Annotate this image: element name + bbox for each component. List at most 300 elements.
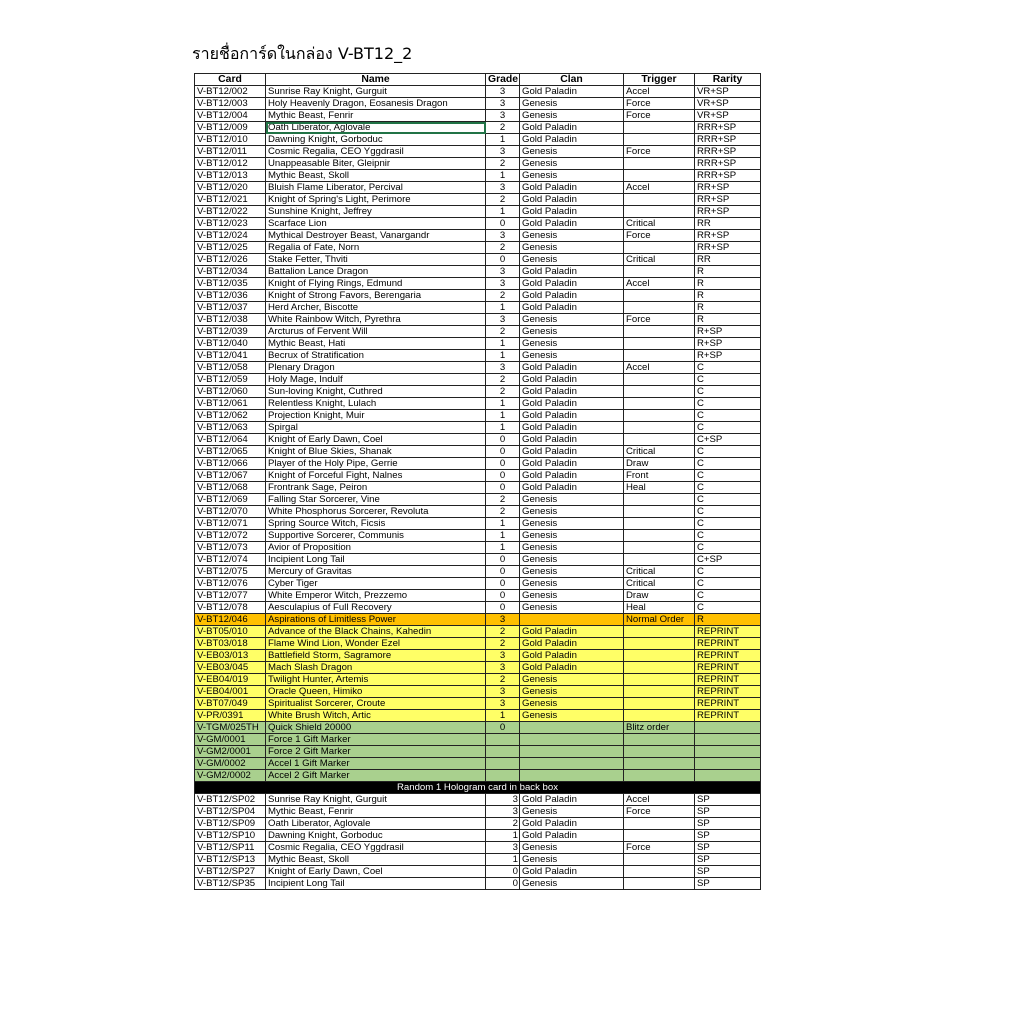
cell-clan[interactable]: Genesis	[520, 518, 624, 530]
cell-name[interactable]: Knight of Flying Rings, Edmund	[266, 278, 486, 290]
cell-trigger[interactable]: Blitz order	[624, 722, 695, 734]
hologram-banner[interactable]: Random 1 Hologram card in back box	[195, 782, 761, 794]
cell-card[interactable]: V-BT12/026	[195, 254, 266, 266]
cell-name[interactable]: Holy Mage, Indulf	[266, 374, 486, 386]
cell-trigger[interactable]	[624, 350, 695, 362]
cell-card[interactable]: V-BT03/018	[195, 638, 266, 650]
cell-clan[interactable]: Genesis	[520, 566, 624, 578]
cell-trigger[interactable]: Force	[624, 98, 695, 110]
cell-grade[interactable]: 0	[486, 878, 520, 890]
cell-trigger[interactable]: Force	[624, 842, 695, 854]
cell-grade[interactable]: 0	[486, 566, 520, 578]
cell-trigger[interactable]	[624, 194, 695, 206]
cell-rarity[interactable]: C	[695, 446, 761, 458]
cell-rarity[interactable]: REPRINT	[695, 710, 761, 722]
cell-trigger[interactable]	[624, 518, 695, 530]
cell-grade[interactable]: 1	[486, 422, 520, 434]
cell-clan[interactable]: Gold Paladin	[520, 482, 624, 494]
cell-clan[interactable]: Genesis	[520, 314, 624, 326]
cell-grade[interactable]: 3	[486, 266, 520, 278]
cell-rarity[interactable]: C	[695, 482, 761, 494]
cell-clan[interactable]: Gold Paladin	[520, 458, 624, 470]
cell-clan[interactable]: Gold Paladin	[520, 134, 624, 146]
cell-grade[interactable]: 0	[486, 866, 520, 878]
cell-name[interactable]: Accel 1 Gift Marker	[266, 758, 486, 770]
cell-name[interactable]: Twilight Hunter, Artemis	[266, 674, 486, 686]
cell-grade[interactable]: 3	[486, 182, 520, 194]
cell-name[interactable]: Mythic Beast, Skoll	[266, 170, 486, 182]
cell-trigger[interactable]: Accel	[624, 86, 695, 98]
cell-rarity[interactable]: SP	[695, 794, 761, 806]
cell-trigger[interactable]: Critical	[624, 254, 695, 266]
cell-card[interactable]: V-BT12/061	[195, 398, 266, 410]
cell-rarity[interactable]: REPRINT	[695, 698, 761, 710]
cell-card[interactable]: V-BT07/049	[195, 698, 266, 710]
cell-clan[interactable]: Gold Paladin	[520, 206, 624, 218]
cell-clan[interactable]: Gold Paladin	[520, 86, 624, 98]
cell-trigger[interactable]: Accel	[624, 794, 695, 806]
cell-card[interactable]: V-BT12/040	[195, 338, 266, 350]
cell-grade[interactable]: 2	[486, 242, 520, 254]
cell-rarity[interactable]: C	[695, 542, 761, 554]
cell-clan[interactable]: Gold Paladin	[520, 470, 624, 482]
cell-clan[interactable]: Genesis	[520, 230, 624, 242]
cell-clan[interactable]: Genesis	[520, 842, 624, 854]
cell-grade[interactable]: 2	[486, 818, 520, 830]
cell-trigger[interactable]	[624, 710, 695, 722]
cell-card[interactable]: V-BT12/067	[195, 470, 266, 482]
cell-name[interactable]: Sun-loving Knight, Cuthred	[266, 386, 486, 398]
cell-name[interactable]: Knight of Early Dawn, Coel	[266, 434, 486, 446]
cell-name[interactable]: Mercury of Gravitas	[266, 566, 486, 578]
cell-grade[interactable]: 3	[486, 146, 520, 158]
cell-clan[interactable]: Gold Paladin	[520, 194, 624, 206]
cell-name[interactable]: Mach Slash Dragon	[266, 662, 486, 674]
cell-rarity[interactable]: R	[695, 614, 761, 626]
cell-clan[interactable]: Genesis	[520, 254, 624, 266]
cell-grade[interactable]: 3	[486, 806, 520, 818]
cell-card[interactable]: V-BT12/075	[195, 566, 266, 578]
cell-card[interactable]: V-BT12/023	[195, 218, 266, 230]
cell-clan[interactable]: Gold Paladin	[520, 278, 624, 290]
cell-rarity[interactable]: REPRINT	[695, 626, 761, 638]
cell-trigger[interactable]	[624, 434, 695, 446]
cell-grade[interactable]: 2	[486, 626, 520, 638]
cell-card[interactable]: V-BT05/010	[195, 626, 266, 638]
cell-name[interactable]: Flame Wind Lion, Wonder Ezel	[266, 638, 486, 650]
cell-card[interactable]: V-GM2/0001	[195, 746, 266, 758]
cell-trigger[interactable]	[624, 494, 695, 506]
cell-grade[interactable]: 1	[486, 830, 520, 842]
cell-clan[interactable]: Genesis	[520, 530, 624, 542]
cell-card[interactable]: V-BT12/020	[195, 182, 266, 194]
cell-trigger[interactable]	[624, 818, 695, 830]
cell-rarity[interactable]: REPRINT	[695, 638, 761, 650]
cell-name[interactable]: Mythic Beast, Fenrir	[266, 806, 486, 818]
cell-card[interactable]: V-PR/0391	[195, 710, 266, 722]
header-rarity[interactable]: Rarity	[695, 74, 761, 86]
cell-name[interactable]: Spring Source Witch, Ficsis	[266, 518, 486, 530]
cell-clan[interactable]: Genesis	[520, 494, 624, 506]
cell-grade[interactable]: 1	[486, 518, 520, 530]
cell-rarity[interactable]: RR+SP	[695, 242, 761, 254]
cell-rarity[interactable]: R	[695, 302, 761, 314]
cell-clan[interactable]: Genesis	[520, 338, 624, 350]
cell-name[interactable]: Supportive Sorcerer, Communis	[266, 530, 486, 542]
cell-grade[interactable]: 0	[486, 602, 520, 614]
cell-trigger[interactable]	[624, 686, 695, 698]
cell-clan[interactable]: Gold Paladin	[520, 410, 624, 422]
cell-trigger[interactable]	[624, 386, 695, 398]
cell-rarity[interactable]: SP	[695, 830, 761, 842]
cell-grade[interactable]: 1	[486, 854, 520, 866]
cell-rarity[interactable]	[695, 722, 761, 734]
cell-rarity[interactable]	[695, 770, 761, 782]
cell-trigger[interactable]: Heal	[624, 482, 695, 494]
cell-name[interactable]: Unappeasable Biter, Gleipnir	[266, 158, 486, 170]
cell-rarity[interactable]: R	[695, 314, 761, 326]
cell-rarity[interactable]: REPRINT	[695, 662, 761, 674]
cell-name[interactable]: Force 1 Gift Marker	[266, 734, 486, 746]
cell-card[interactable]: V-BT12/SP10	[195, 830, 266, 842]
cell-trigger[interactable]: Draw	[624, 590, 695, 602]
cell-clan[interactable]: Gold Paladin	[520, 374, 624, 386]
cell-grade[interactable]: 1	[486, 350, 520, 362]
cell-clan[interactable]: Gold Paladin	[520, 290, 624, 302]
cell-trigger[interactable]	[624, 290, 695, 302]
cell-name[interactable]: Advance of the Black Chains, Kahedin	[266, 626, 486, 638]
cell-clan[interactable]: Gold Paladin	[520, 266, 624, 278]
cell-grade[interactable]: 1	[486, 170, 520, 182]
cell-card[interactable]: V-BT12/059	[195, 374, 266, 386]
cell-rarity[interactable]: RRR+SP	[695, 146, 761, 158]
cell-trigger[interactable]	[624, 542, 695, 554]
cell-name[interactable]: Sunshine Knight, Jeffrey	[266, 206, 486, 218]
cell-trigger[interactable]: Critical	[624, 566, 695, 578]
cell-grade[interactable]: 0	[486, 470, 520, 482]
cell-name[interactable]: Dawning Knight, Gorboduc	[266, 134, 486, 146]
cell-rarity[interactable]: SP	[695, 854, 761, 866]
cell-grade[interactable]: 3	[486, 86, 520, 98]
cell-card[interactable]: V-GM/0001	[195, 734, 266, 746]
cell-name[interactable]: Herd Archer, Biscotte	[266, 302, 486, 314]
cell-card[interactable]: V-BT12/063	[195, 422, 266, 434]
cell-name[interactable]: Holy Heavenly Dragon, Eosanesis Dragon	[266, 98, 486, 110]
cell-grade[interactable]: 2	[486, 386, 520, 398]
cell-rarity[interactable]: C	[695, 398, 761, 410]
cell-grade[interactable]: 3	[486, 230, 520, 242]
cell-clan[interactable]	[520, 614, 624, 626]
cell-grade[interactable]: 3	[486, 314, 520, 326]
cell-grade[interactable]: 0	[486, 722, 520, 734]
cell-clan[interactable]: Genesis	[520, 110, 624, 122]
cell-trigger[interactable]	[624, 242, 695, 254]
cell-card[interactable]: V-BT12/070	[195, 506, 266, 518]
cell-name[interactable]: Oath Liberator, Aglovale	[266, 818, 486, 830]
cell-card[interactable]: V-BT12/SP02	[195, 794, 266, 806]
cell-clan[interactable]	[520, 758, 624, 770]
header-trigger[interactable]: Trigger	[624, 74, 695, 86]
cell-name[interactable]: Becrux of Stratification	[266, 350, 486, 362]
cell-rarity[interactable]: C	[695, 506, 761, 518]
cell-name[interactable]: White Emperor Witch, Prezzemo	[266, 590, 486, 602]
cell-name[interactable]: Battalion Lance Dragon	[266, 266, 486, 278]
cell-grade[interactable]: 1	[486, 338, 520, 350]
cell-card[interactable]: V-BT12/066	[195, 458, 266, 470]
cell-grade[interactable]: 3	[486, 842, 520, 854]
cell-rarity[interactable]: SP	[695, 878, 761, 890]
cell-clan[interactable]: Genesis	[520, 242, 624, 254]
cell-grade[interactable]: 0	[486, 458, 520, 470]
cell-rarity[interactable]: C	[695, 458, 761, 470]
cell-rarity[interactable]: RRR+SP	[695, 158, 761, 170]
cell-rarity[interactable]: RRR+SP	[695, 122, 761, 134]
cell-trigger[interactable]: Force	[624, 806, 695, 818]
cell-trigger[interactable]: Front	[624, 470, 695, 482]
cell-card[interactable]: V-BT12/073	[195, 542, 266, 554]
cell-card[interactable]: V-BT12/021	[195, 194, 266, 206]
cell-grade[interactable]: 1	[486, 302, 520, 314]
cell-rarity[interactable]: SP	[695, 866, 761, 878]
cell-rarity[interactable]: C+SP	[695, 554, 761, 566]
header-card[interactable]: Card	[195, 74, 266, 86]
cell-trigger[interactable]: Accel	[624, 278, 695, 290]
cell-clan[interactable]: Genesis	[520, 602, 624, 614]
cell-trigger[interactable]	[624, 530, 695, 542]
cell-card[interactable]: V-TGM/025TH	[195, 722, 266, 734]
cell-card[interactable]: V-BT12/062	[195, 410, 266, 422]
cell-grade[interactable]: 3	[486, 614, 520, 626]
cell-card[interactable]: V-BT12/076	[195, 578, 266, 590]
cell-grade[interactable]: 1	[486, 134, 520, 146]
cell-trigger[interactable]: Critical	[624, 218, 695, 230]
cell-rarity[interactable]: R+SP	[695, 350, 761, 362]
cell-clan[interactable]: Genesis	[520, 698, 624, 710]
cell-clan[interactable]: Genesis	[520, 158, 624, 170]
cell-name[interactable]: Aesculapius of Full Recovery	[266, 602, 486, 614]
cell-clan[interactable]: Gold Paladin	[520, 422, 624, 434]
cell-trigger[interactable]: Normal Order	[624, 614, 695, 626]
cell-clan[interactable]: Genesis	[520, 170, 624, 182]
cell-grade[interactable]: 2	[486, 290, 520, 302]
cell-trigger[interactable]	[624, 302, 695, 314]
cell-grade[interactable]: 2	[486, 674, 520, 686]
cell-grade[interactable]: 0	[486, 590, 520, 602]
cell-trigger[interactable]: Accel	[624, 362, 695, 374]
cell-name[interactable]: Incipient Long Tail	[266, 878, 486, 890]
cell-clan[interactable]: Gold Paladin	[520, 398, 624, 410]
cell-rarity[interactable]: C	[695, 410, 761, 422]
cell-rarity[interactable]: RRR+SP	[695, 170, 761, 182]
cell-rarity[interactable]: RR+SP	[695, 194, 761, 206]
cell-rarity[interactable]: VR+SP	[695, 110, 761, 122]
cell-rarity[interactable]: C+SP	[695, 434, 761, 446]
cell-trigger[interactable]	[624, 398, 695, 410]
cell-name[interactable]: Oath Liberator, Aglovale	[266, 122, 486, 134]
cell-rarity[interactable]: C	[695, 374, 761, 386]
cell-grade[interactable]: 0	[486, 218, 520, 230]
cell-name[interactable]: Sunrise Ray Knight, Gurguit	[266, 86, 486, 98]
cell-grade[interactable]: 2	[486, 374, 520, 386]
cell-clan[interactable]: Gold Paladin	[520, 662, 624, 674]
cell-trigger[interactable]	[624, 158, 695, 170]
cell-name[interactable]: Player of the Holy Pipe, Gerrie	[266, 458, 486, 470]
cell-clan[interactable]: Genesis	[520, 674, 624, 686]
cell-card[interactable]: V-BT12/074	[195, 554, 266, 566]
cell-trigger[interactable]	[624, 410, 695, 422]
cell-card[interactable]: V-BT12/077	[195, 590, 266, 602]
cell-rarity[interactable]: REPRINT	[695, 650, 761, 662]
cell-clan[interactable]: Gold Paladin	[520, 818, 624, 830]
cell-card[interactable]: V-BT12/037	[195, 302, 266, 314]
cell-grade[interactable]: 3	[486, 794, 520, 806]
cell-trigger[interactable]	[624, 506, 695, 518]
cell-card[interactable]: V-GM/0002	[195, 758, 266, 770]
cell-card[interactable]: V-BT12/025	[195, 242, 266, 254]
cell-clan[interactable]: Genesis	[520, 878, 624, 890]
cell-name[interactable]: Falling Star Sorcerer, Vine	[266, 494, 486, 506]
cell-card[interactable]: V-BT12/060	[195, 386, 266, 398]
cell-card[interactable]: V-BT12/058	[195, 362, 266, 374]
cell-grade[interactable]: 0	[486, 434, 520, 446]
cell-rarity[interactable]	[695, 758, 761, 770]
cell-trigger[interactable]: Critical	[624, 446, 695, 458]
cell-trigger[interactable]: Draw	[624, 458, 695, 470]
cell-rarity[interactable]: VR+SP	[695, 86, 761, 98]
cell-trigger[interactable]	[624, 674, 695, 686]
cell-rarity[interactable]: REPRINT	[695, 674, 761, 686]
cell-card[interactable]: V-BT12/065	[195, 446, 266, 458]
cell-rarity[interactable]: C	[695, 590, 761, 602]
cell-card[interactable]: V-EB04/001	[195, 686, 266, 698]
cell-rarity[interactable]: R	[695, 266, 761, 278]
cell-clan[interactable]: Genesis	[520, 806, 624, 818]
cell-clan[interactable]: Genesis	[520, 854, 624, 866]
cell-name[interactable]: Battlefield Storm, Sagramore	[266, 650, 486, 662]
cell-name[interactable]: Dawning Knight, Gorboduc	[266, 830, 486, 842]
cell-card[interactable]: V-BT12/069	[195, 494, 266, 506]
cell-name[interactable]: Knight of Blue Skies, Shanak	[266, 446, 486, 458]
cell-clan[interactable]: Gold Paladin	[520, 794, 624, 806]
cell-clan[interactable]: Genesis	[520, 710, 624, 722]
cell-name[interactable]: Quick Shield 20000	[266, 722, 486, 734]
cell-card[interactable]: V-BT12/004	[195, 110, 266, 122]
cell-grade[interactable]: 2	[486, 158, 520, 170]
cell-rarity[interactable]	[695, 746, 761, 758]
cell-card[interactable]: V-BT12/SP09	[195, 818, 266, 830]
cell-grade[interactable]: 3	[486, 110, 520, 122]
cell-clan[interactable]: Gold Paladin	[520, 650, 624, 662]
cell-name[interactable]: Stake Fetter, Thviti	[266, 254, 486, 266]
cell-card[interactable]: V-BT12/010	[195, 134, 266, 146]
cell-trigger[interactable]	[624, 770, 695, 782]
cell-grade[interactable]: 2	[486, 494, 520, 506]
cell-grade[interactable]: 2	[486, 326, 520, 338]
cell-card[interactable]: V-BT12/013	[195, 170, 266, 182]
cell-grade[interactable]: 3	[486, 686, 520, 698]
cell-card[interactable]: V-BT12/068	[195, 482, 266, 494]
cell-rarity[interactable]: SP	[695, 818, 761, 830]
cell-grade[interactable]: 0	[486, 554, 520, 566]
cell-rarity[interactable]: C	[695, 422, 761, 434]
cell-clan[interactable]: Genesis	[520, 350, 624, 362]
cell-trigger[interactable]: Critical	[624, 578, 695, 590]
cell-rarity[interactable]: SP	[695, 842, 761, 854]
cell-card[interactable]: V-BT12/039	[195, 326, 266, 338]
cell-name[interactable]: Cosmic Regalia, CEO Yggdrasil	[266, 842, 486, 854]
cell-trigger[interactable]	[624, 698, 695, 710]
cell-rarity[interactable]: RRR+SP	[695, 134, 761, 146]
cell-trigger[interactable]: Force	[624, 230, 695, 242]
cell-grade[interactable]: 1	[486, 542, 520, 554]
cell-card[interactable]: V-BT12/036	[195, 290, 266, 302]
cell-grade[interactable]: 1	[486, 530, 520, 542]
cell-grade[interactable]: 1	[486, 206, 520, 218]
cell-grade[interactable]: 1	[486, 410, 520, 422]
cell-rarity[interactable]	[695, 734, 761, 746]
cell-trigger[interactable]	[624, 122, 695, 134]
cell-clan[interactable]: Gold Paladin	[520, 866, 624, 878]
cell-card[interactable]: V-BT12/SP13	[195, 854, 266, 866]
cell-name[interactable]: Scarface Lion	[266, 218, 486, 230]
cell-clan[interactable]	[520, 770, 624, 782]
cell-grade[interactable]	[486, 734, 520, 746]
cell-trigger[interactable]	[624, 170, 695, 182]
cell-trigger[interactable]: Heal	[624, 602, 695, 614]
cell-card[interactable]: V-BT12/003	[195, 98, 266, 110]
cell-trigger[interactable]	[624, 662, 695, 674]
cell-trigger[interactable]	[624, 134, 695, 146]
cell-name[interactable]: Oracle Queen, Himiko	[266, 686, 486, 698]
cell-card[interactable]: V-BT12/SP27	[195, 866, 266, 878]
cell-name[interactable]: White Brush Witch, Artic	[266, 710, 486, 722]
cell-name[interactable]: Arcturus of Fervent Will	[266, 326, 486, 338]
cell-name[interactable]: Force 2 Gift Marker	[266, 746, 486, 758]
cell-card[interactable]: V-EB03/045	[195, 662, 266, 674]
cell-rarity[interactable]: C	[695, 566, 761, 578]
cell-grade[interactable]: 2	[486, 122, 520, 134]
cell-card[interactable]: V-GM2/0002	[195, 770, 266, 782]
cell-trigger[interactable]	[624, 758, 695, 770]
cell-clan[interactable]: Genesis	[520, 326, 624, 338]
cell-trigger[interactable]: Force	[624, 314, 695, 326]
cell-rarity[interactable]: C	[695, 362, 761, 374]
cell-grade[interactable]: 3	[486, 98, 520, 110]
cell-rarity[interactable]: C	[695, 470, 761, 482]
cell-card[interactable]: V-BT12/064	[195, 434, 266, 446]
cell-rarity[interactable]: RR+SP	[695, 182, 761, 194]
cell-card[interactable]: V-BT12/012	[195, 158, 266, 170]
cell-rarity[interactable]: R	[695, 290, 761, 302]
cell-clan[interactable]: Genesis	[520, 98, 624, 110]
cell-rarity[interactable]: C	[695, 578, 761, 590]
cell-clan[interactable]	[520, 746, 624, 758]
cell-name[interactable]: Projection Knight, Muir	[266, 410, 486, 422]
cell-clan[interactable]: Gold Paladin	[520, 302, 624, 314]
cell-card[interactable]: V-BT12/072	[195, 530, 266, 542]
cell-card[interactable]: V-BT12/046	[195, 614, 266, 626]
cell-grade[interactable]: 3	[486, 698, 520, 710]
cell-card[interactable]: V-BT12/SP35	[195, 878, 266, 890]
cell-name[interactable]: Sunrise Ray Knight, Gurguit	[266, 794, 486, 806]
cell-card[interactable]: V-BT12/011	[195, 146, 266, 158]
cell-rarity[interactable]: RR+SP	[695, 230, 761, 242]
cell-rarity[interactable]: VR+SP	[695, 98, 761, 110]
cell-grade[interactable]: 2	[486, 194, 520, 206]
cell-name[interactable]: Plenary Dragon	[266, 362, 486, 374]
cell-rarity[interactable]: C	[695, 494, 761, 506]
cell-clan[interactable]: Genesis	[520, 590, 624, 602]
